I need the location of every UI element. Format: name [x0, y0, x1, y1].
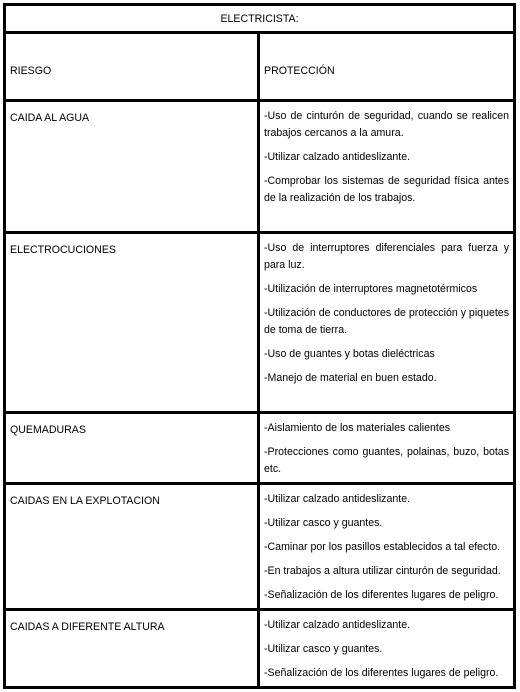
- protection-cell: [259, 610, 515, 688]
- protection-cell: [259, 101, 515, 233]
- protection-item: -Señalización de los diferentes lugares de peligro.: [264, 589, 499, 601]
- risk-table: [3, 3, 516, 689]
- protection-cell: [259, 484, 515, 610]
- protection-item: -Uso de interruptores diferenciales para fuerza y para luz.: [264, 242, 509, 271]
- protection-item: -Señalización de los diferentes lugares de peligro.: [264, 667, 499, 679]
- protection-item: -Protecciones como guantes, polainas, buzo, botas etc.: [264, 446, 509, 475]
- risk-cell: QUEMADURAS: [5, 413, 259, 484]
- header-protection: PROTECCIÓN: [259, 33, 515, 101]
- protection-item: -Aislamiento de los materiales calientes: [264, 422, 451, 434]
- protection-item: -Caminar por los pasillos establecidos a tal efecto.: [264, 541, 501, 553]
- protection-item: -Uso de guantes y botas dieléctricas: [264, 348, 435, 360]
- protection-item: -Utilizar calzado antideslizante.: [264, 619, 411, 631]
- protection-item: -Comprobar los sistemas de seguridad física antes de la realización de los trabajos.: [264, 175, 509, 204]
- protection-item: -Manejo de material en buen estado.: [264, 372, 437, 384]
- risk-cell: CAIDA AL AGUA: [5, 101, 259, 233]
- protection-item: -Utilización de conductores de protección y piquetes de toma de tierra.: [264, 307, 509, 336]
- table-row: [5, 413, 515, 484]
- protection-item: -Uso de cinturón de seguridad, cuando se realicen trabajos cercanos a la amura.: [264, 110, 509, 139]
- title-row: [5, 5, 515, 33]
- risk-cell: ELECTROCUCIONES: [5, 233, 259, 413]
- table-row: [5, 610, 515, 688]
- protection-cell: [259, 413, 515, 484]
- protection-cell: [259, 233, 515, 413]
- protection-item: -Utilizar calzado antideslizante.: [264, 151, 411, 163]
- protection-item: -Utilización de interruptores magnetotérmicos: [264, 283, 478, 295]
- protection-item: -Utilizar calzado antideslizante.: [264, 493, 411, 505]
- document-page: [3, 3, 516, 687]
- table-row: [5, 101, 515, 233]
- protection-item: -En trabajos a altura utilizar cinturón de seguridad.: [264, 565, 501, 577]
- table-title: ELECTRICISTA:: [5, 5, 515, 33]
- table-row: [5, 484, 515, 610]
- header-row: [5, 33, 515, 101]
- table-row: [5, 233, 515, 413]
- header-risk: RIESGO: [5, 33, 259, 101]
- risk-cell: CAIDAS A DIFERENTE ALTURA: [5, 610, 259, 688]
- protection-item: -Utilizar casco y guantes.: [264, 517, 383, 529]
- risk-cell: CAIDAS EN LA EXPLOTACION: [5, 484, 259, 610]
- protection-item: -Utilizar casco y guantes.: [264, 643, 383, 655]
